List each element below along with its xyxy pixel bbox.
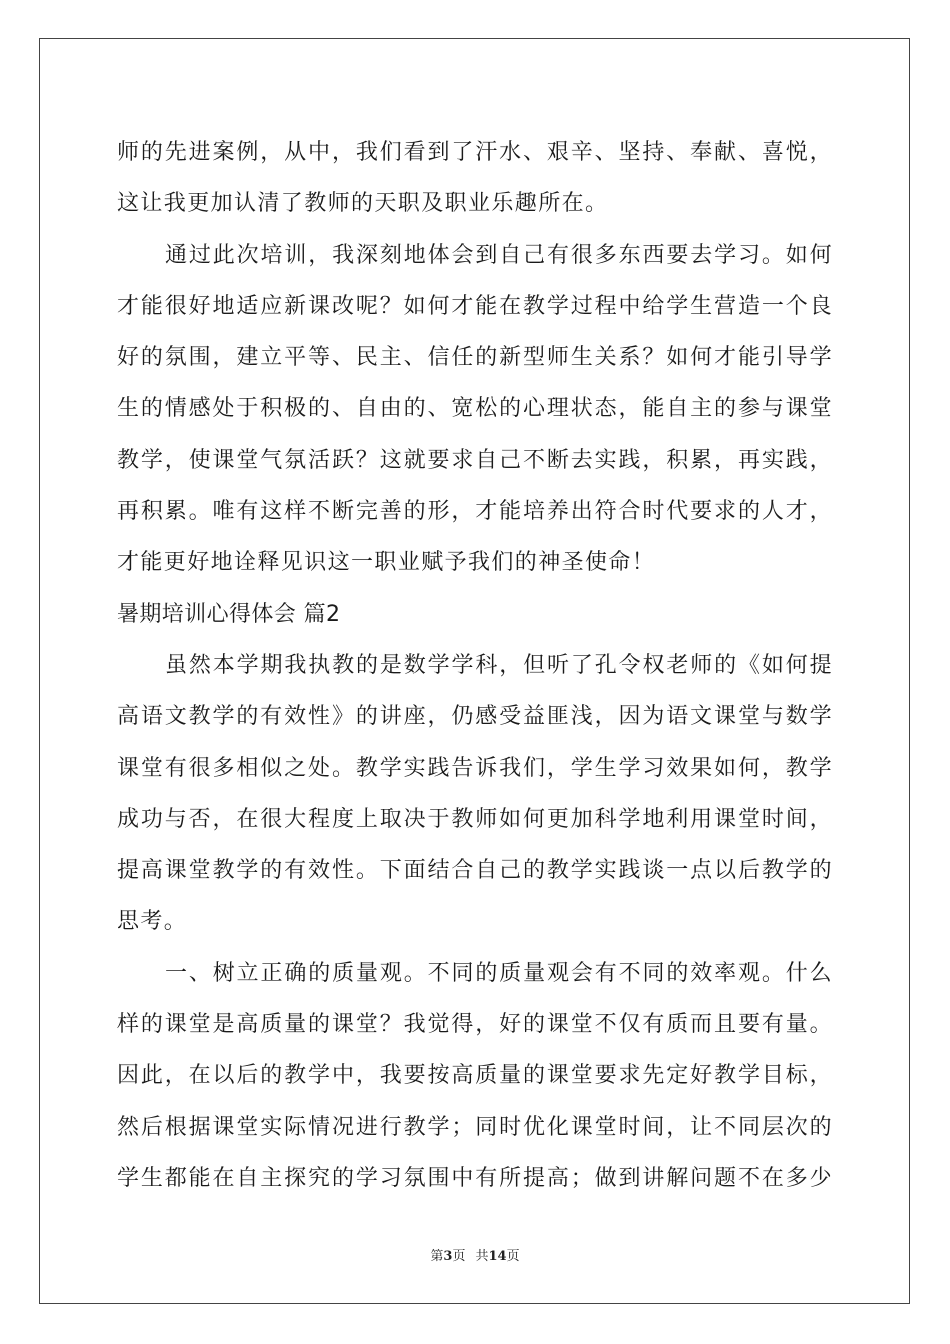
text-line: 这让我更加认清了教师的天职及职业乐趣所在。 bbox=[117, 191, 609, 217]
total-suffix: 页 bbox=[506, 1249, 520, 1264]
text-line: 样的课堂是高质量的课堂？我觉得，好的课堂不仅有质而且要有量。 bbox=[117, 1012, 833, 1038]
text-line: 提高课堂教学的有效性。下面结合自己的教学实践谈一点以后教学的 bbox=[117, 858, 833, 884]
text-line: 才能更好地诠释见识这一职业赋予我们的神圣使命！ bbox=[117, 550, 656, 576]
text-line: 学生都能在自主探究的学习氛围中有所提高；做到讲解问题不在多少 bbox=[117, 1165, 833, 1191]
text-line: 课堂有很多相似之处。教学实践告诉我们，学生学习效果如何，教学 bbox=[117, 755, 833, 781]
text-line: 才能很好地适应新课改呢？如何才能在教学过程中给学生营造一个良 bbox=[117, 293, 833, 319]
text-line: 然后根据课堂实际情况进行教学；同时优化课堂时间，让不同层次的 bbox=[117, 1114, 833, 1140]
text-line: 高语文教学的有效性》的讲座，仍感受益匪浅，因为语文课堂与数学 bbox=[117, 704, 833, 730]
page-suffix: 页 bbox=[452, 1249, 466, 1264]
text-line: 生的情感处于积极的、自由的、宽松的心理状态，能自主的参与课堂 bbox=[117, 396, 833, 422]
section-heading: 暑期培训心得体会 篇2 bbox=[117, 601, 341, 627]
text-line: 师的先进案例，从中，我们看到了汗水、艰辛、坚持、奉献、喜悦， bbox=[117, 140, 833, 165]
page-footer bbox=[0, 1245, 950, 1264]
total-prefix: 共 bbox=[475, 1249, 489, 1264]
text-line: 成功与否，在很大程度上取决于教师如何更加科学地利用课堂时间， bbox=[117, 806, 833, 832]
text-line: 好的氛围，建立平等、民主、信任的新型师生关系？如何才能引导学 bbox=[117, 345, 833, 371]
paragraph-start-line: 虽然本学期我执教的是数学学科，但听了孔令权老师的《如何提 bbox=[165, 652, 833, 678]
page-prefix: 第 bbox=[430, 1249, 444, 1264]
document-body bbox=[117, 127, 833, 1204]
text-line: 再积累。唯有这样不断完善的形，才能培养出符合时代要求的人才， bbox=[117, 499, 833, 525]
paragraph-start-line: 一、树立正确的质量观。不同的质量观会有不同的效率观。什么 bbox=[165, 960, 833, 986]
total-page-count: 14 bbox=[488, 1249, 507, 1264]
paragraph-start-line: 通过此次培训，我深刻地体会到自己有很多东西要去学习。如何 bbox=[165, 242, 833, 268]
current-page-number: 3 bbox=[443, 1249, 453, 1264]
text-line: 思考。 bbox=[117, 909, 188, 935]
text-line: 教学，使课堂气氛活跃？这就要求自己不断去实践，积累，再实践， bbox=[117, 447, 833, 473]
text-line: 因此，在以后的教学中，我要按高质量的课堂要求先定好教学目标， bbox=[117, 1063, 833, 1089]
